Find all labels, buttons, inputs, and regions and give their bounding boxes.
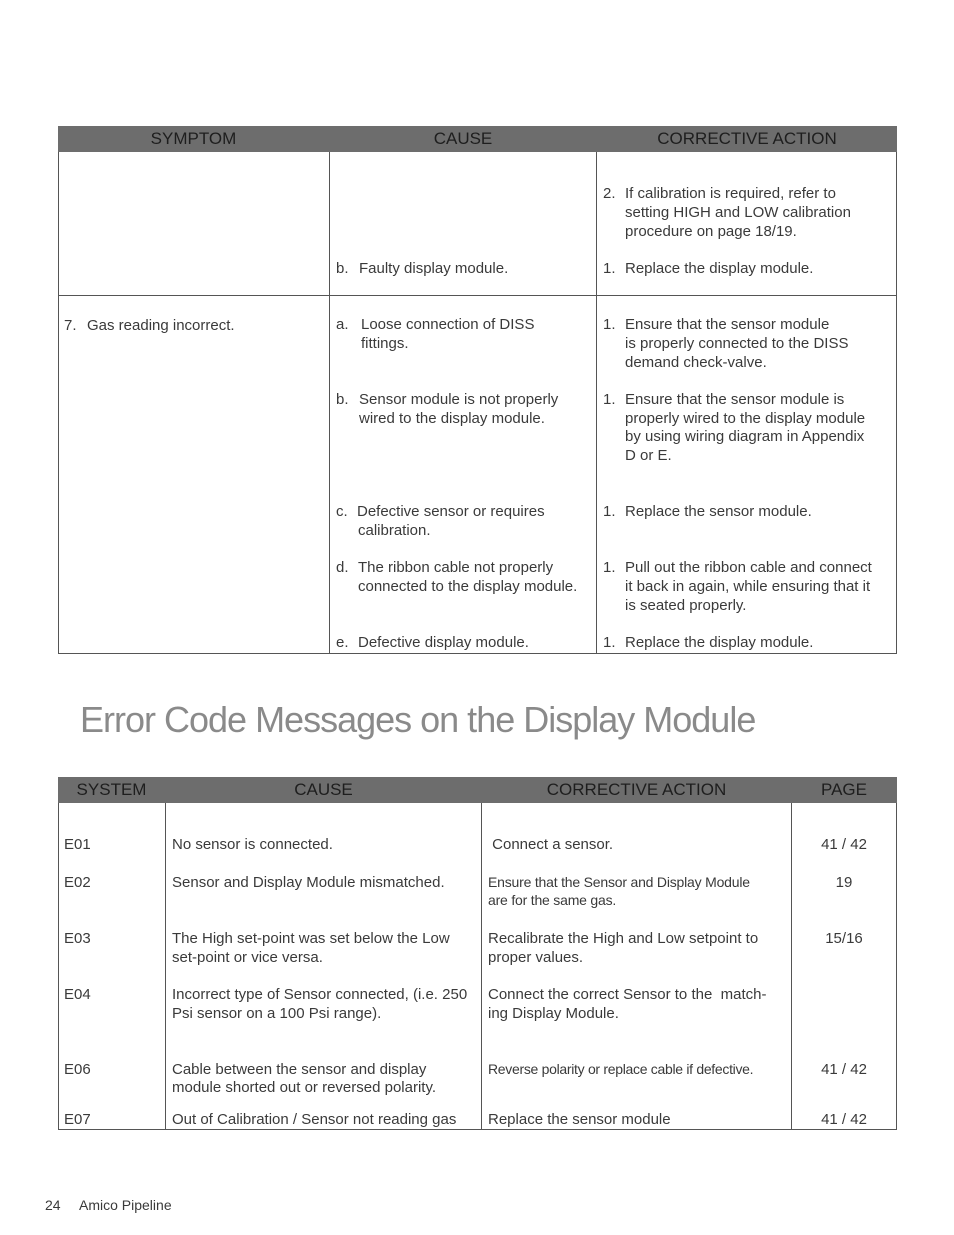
header-system: SYSTEM [76,780,147,799]
table-border-bottom [58,1129,897,1130]
header-page: PAGE [821,780,867,799]
action-text: Connect the correct Sensor to the match- [488,986,767,1003]
cause-text: Out of Calibration / Sensor not reading gas [172,1111,457,1128]
page-number: 24 [45,1197,61,1213]
table-header [58,126,897,152]
section-heading: Error Code Messages on the Display Module [80,699,756,740]
page-ref: 41 / 42 [821,836,867,853]
error-code: E06 [64,1061,91,1078]
header-corrective-action: CORRECTIVE ACTION [657,129,837,148]
action-text: ing Display Module. [488,1005,619,1022]
table-border-right [896,803,897,1130]
header-symptom: SYMPTOM [150,129,237,148]
action-text: proper values. [488,949,584,966]
column-divider [165,803,166,1130]
cause-text: Psi sensor on a 100 Psi range). [172,1005,382,1022]
table-border-left [58,152,59,654]
page-ref: 41 / 42 [821,1111,867,1128]
error-code: E03 [64,930,91,947]
error-code: E01 [64,836,91,853]
action-text: Replace the sensor module [488,1111,671,1128]
column-divider [481,803,482,1130]
table-border-bottom [58,653,897,654]
cause-text: set-point or vice versa. [172,949,323,966]
header-cause: CAUSE [294,780,353,799]
row-divider [58,295,897,296]
column-divider [596,152,597,654]
column-divider [329,152,330,654]
header-cause: CAUSE [433,129,493,148]
page-ref: 15/16 [825,930,863,947]
table-border-left [58,803,59,1130]
error-code: E07 [64,1111,91,1128]
action-text: Connect a sensor. [488,836,614,853]
action-text: Reverse polarity or replace cable if defective. [488,1061,754,1077]
error-code: E04 [64,986,91,1003]
action-text: Ensure that the Sensor and Display Module [488,874,750,890]
page-ref: 19 [835,874,853,891]
error-code: E02 [64,874,91,891]
page-ref: 41 / 42 [821,1061,867,1078]
header-corrective-action: CORRECTIVE ACTION [546,780,727,799]
cause-text: Incorrect type of Sensor connected, (i.e. 250 [172,986,468,1003]
cause-text: The High set-point was set below the Low [172,930,450,947]
action-text: Recalibrate the High and Low setpoint to [488,930,759,947]
cause-text: module shorted out or reversed polarity. [172,1079,437,1096]
cause-text: Cable between the sensor and display [172,1061,427,1078]
cause-text: Sensor and Display Module mismatched. [172,874,445,891]
table-header [58,777,897,803]
cause-text: No sensor is connected. [172,836,333,853]
action-text: are for the same gas. [488,892,617,908]
table-border-right [896,152,897,654]
footer-brand: Amico Pipeline [79,1197,172,1213]
